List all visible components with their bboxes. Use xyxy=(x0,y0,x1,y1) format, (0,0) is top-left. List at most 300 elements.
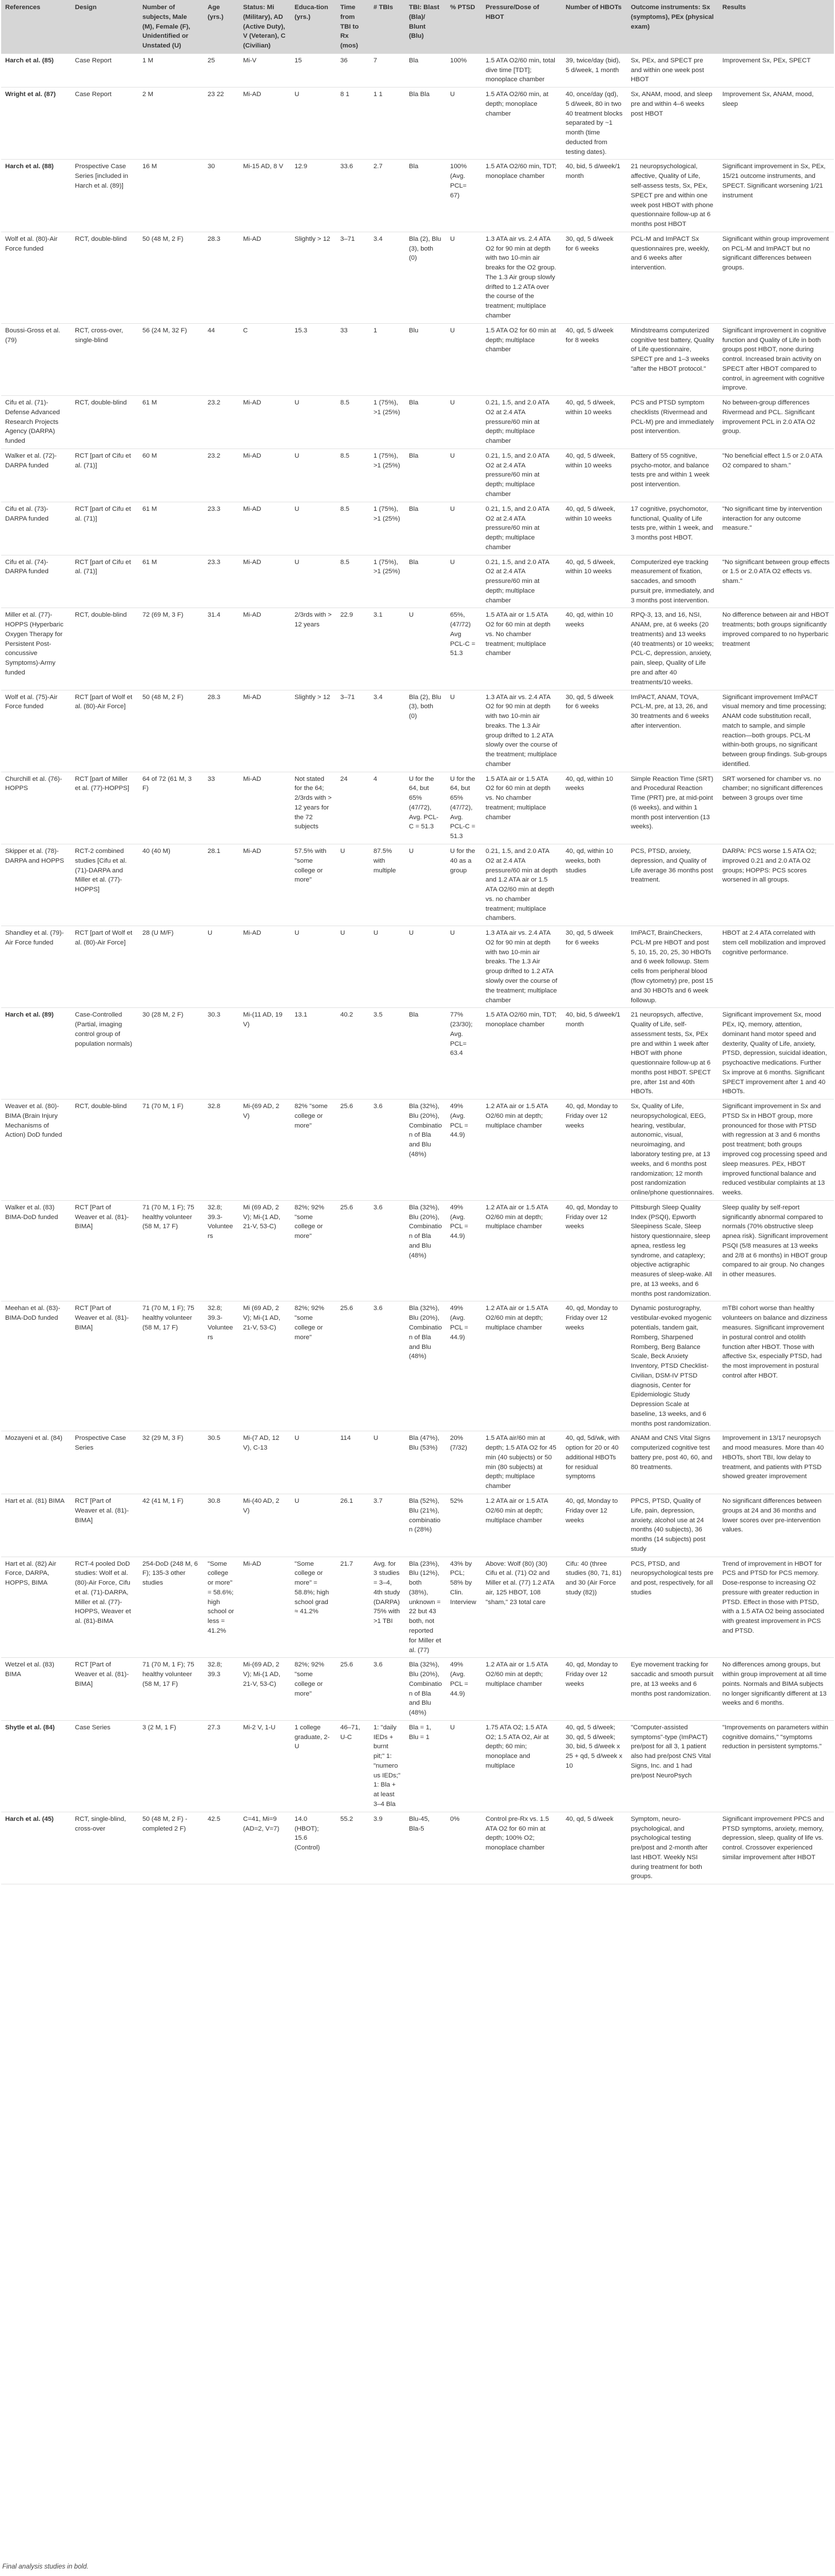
table-cell: 71 (70 M, 1 F); 75 healthy volunteer (58 M, 17 F) xyxy=(138,1301,204,1431)
table-cell: RCT, cross-over, single-blind xyxy=(71,323,138,395)
table-cell: U xyxy=(446,323,482,395)
table-cell: 40, qd, Monday to Friday over 12 weeks xyxy=(562,1200,627,1301)
table-cell: 21 neuropsych, affective, Quality of Life, self-assessment tests, Sx, PEx pre and within 1 week after HBOT with phone questionnaire follow-up at 6 months post HBOT. SPECT pre, after 1st and 40th HBOTs. xyxy=(627,1008,718,1100)
reference-cell: Wolf et al. (80)-Air Force funded xyxy=(1,232,71,323)
table-cell: 30, qd, 5 d/week for 6 weeks xyxy=(562,690,627,772)
table-cell: U xyxy=(336,926,369,1008)
table-row xyxy=(1,772,834,844)
table-cell: Bla (32%), Blu (20%), Combination of Bla and Blu (48%) xyxy=(405,1200,446,1301)
table-cell: 28.3 xyxy=(204,690,239,772)
table-cell: 33 xyxy=(204,772,239,844)
table-cell: PCL-M and ImPACT Sx questionnaires pre, weekly, and 6 weeks after intervention. xyxy=(627,232,718,323)
table-cell: 1.5 ATA O2/60 min, TDT; monoplace chamber xyxy=(482,1008,562,1100)
column-header: Age (yrs.) xyxy=(204,0,239,54)
table-row xyxy=(1,232,834,323)
table-cell: RCT [part of Cifu et al. (71)] xyxy=(71,555,138,608)
table-cell: 254-DoD (248 M, 6 F); 135-3 other studies xyxy=(138,1557,204,1658)
table-cell: 1 xyxy=(369,323,405,395)
table-cell: 32.8; 39.3-Volunteers xyxy=(204,1301,239,1431)
table-cell: U xyxy=(446,88,482,160)
table-cell: 25.6 xyxy=(336,1658,369,1721)
table-cell: Mi-(7 AD, 12 V), C-13 xyxy=(239,1431,291,1494)
table-cell: Sx, ANAM, mood, and sleep pre and within 4–6 weeks post HBOT xyxy=(627,88,718,160)
table-cell: U xyxy=(291,1431,336,1494)
table-cell: Symptom, neuro-psychological, and psychological testing pre/post and 2-month after last HBOT. Weekly NSI during treatment for both groups. xyxy=(627,1812,718,1884)
table-cell: 20% (7/32) xyxy=(446,1431,482,1494)
table-cell: 3.1 xyxy=(369,608,405,690)
table-cell: 24 xyxy=(336,772,369,844)
table-cell: U xyxy=(446,926,482,1008)
table-cell: SRT worsened for chamber vs. no chamber; no significant differences between 3 groups over time xyxy=(718,772,834,844)
reference-cell: Shandley et al. (79)-Air Force funded xyxy=(1,926,71,1008)
table-cell: 25.6 xyxy=(336,1301,369,1431)
table-cell: 49% (Avg. PCL = 44.9) xyxy=(446,1658,482,1721)
column-header: Results xyxy=(718,0,834,54)
table-cell: RCT [Part of Weaver et al. (81)-BIMA] xyxy=(71,1301,138,1431)
table-cell: No significant differences between groups at 24 and 36 months and lower scores over pre-intervention values. xyxy=(718,1494,834,1557)
table-cell: Significant improvement in Sx and PTSD Sx in HBOT group, more pronounced for those with PTSD with regression at 3 and 6 months post treatment; both groups improved cog processing speed and sleep measures. PEx, HBOT improved functional balance and reduced vestibular complaints at 13 weeks. xyxy=(718,1100,834,1201)
table-cell: 3.5 xyxy=(369,1008,405,1100)
table-cell: 1.3 ATA air vs. 2.4 ATA O2 for 90 min at depth with two 10-min air breaks. The 1.3 Air group drifted to 1.2 ATA slowly over the course of the treatment; multiplace chamber xyxy=(482,926,562,1008)
reference-cell: Weaver et al. (80)-BIMA (Brain Injury Mechanisms of Action) DoD funded xyxy=(1,1100,71,1201)
table-cell: 40, once/day (qd), 5 d/week, 80 in two 40 treatment blocks separated by ~1 month (time deducted from testing dates). xyxy=(562,88,627,160)
table-cell: U xyxy=(446,1720,482,1812)
table-cell: 40, qd, 5 d/week xyxy=(562,1812,627,1884)
reference-cell: Skipper et al. (78)-DARPA and HOPPS xyxy=(1,844,71,926)
table-cell: 3.9 xyxy=(369,1812,405,1884)
table-cell: 3.4 xyxy=(369,232,405,323)
reference-cell: Hart et al. (82) Air Force, DARPA, HOPPS, BIMA xyxy=(1,1557,71,1658)
table-cell: RCT [Part of Weaver et al. (81)-BIMA] xyxy=(71,1658,138,1721)
table-cell: No between-group differences Rivermead and PCL. Significant improvement PCL in 2.0 ATA O2 group. xyxy=(718,396,834,449)
table-cell: 82%; 92% "some college or more" xyxy=(291,1200,336,1301)
table-cell: 40, qd, 5d/wk, with option for 20 or 40 additional HBOTs for residual symptoms xyxy=(562,1431,627,1494)
table-cell: 1.75 ATA O2; 1.5 ATA O2; 1.5 ATA O2, Air at depth; 60 min; monoplace and multiplace xyxy=(482,1720,562,1812)
column-header: Educa-tion (yrs.) xyxy=(291,0,336,54)
table-cell: 1 1 xyxy=(369,88,405,160)
table-cell: 40, qd, within 10 weeks, both studies xyxy=(562,844,627,926)
table-row xyxy=(1,1658,834,1721)
table-cell: 8.5 xyxy=(336,555,369,608)
table-body xyxy=(1,54,834,1884)
reference-cell: Shytle et al. (84) xyxy=(1,1720,71,1812)
table-cell: 40, qd, within 10 weeks xyxy=(562,608,627,690)
table-cell: Slightly > 12 xyxy=(291,690,336,772)
table-row xyxy=(1,323,834,395)
table-cell: 1.5 ATA air or 1.5 ATA O2 for 60 min at depth vs. No chamber treatment; multiplace chamber xyxy=(482,608,562,690)
table-cell: Mi-AD xyxy=(239,844,291,926)
table-cell: 0.21, 1.5, and 2.0 ATA O2 at 2.4 ATA pressure/60 min at depth; multiplace chamber xyxy=(482,396,562,449)
table-cell: RCT, double-blind xyxy=(71,232,138,323)
table-cell: "Some college or more" = 58.8%; high school grad ≈ 41.2% xyxy=(291,1557,336,1658)
table-cell: 82%; 92% "some college or more" xyxy=(291,1301,336,1431)
table-cell: Significant improvement in Sx, PEx, 15/21 outcome instruments, and SPECT. Significant worsening 1/21 instrument xyxy=(718,160,834,232)
table-cell: 65%, (47/72) Avg PCL-C = 51.3 xyxy=(446,608,482,690)
table-cell: 33 xyxy=(336,323,369,395)
table-cell: Significant improvement ImPACT visual memory and time processing; ANAM code substitution recall, match to sample, and simple reaction—both groups. PCL-M within-both groups, no significant between group findings. Sub-groups identified. xyxy=(718,690,834,772)
table-cell: 3.6 xyxy=(369,1658,405,1721)
table-row xyxy=(1,1812,834,1884)
table-cell: 15 xyxy=(291,54,336,88)
table-cell: Mindstreams computerized cognitive test battery, Quality of Life questionnaire, SPECT pre and 1–3 weeks "after the HBOT protocol." xyxy=(627,323,718,395)
table-cell: Mi-15 AD, 8 V xyxy=(239,160,291,232)
table-row xyxy=(1,926,834,1008)
table-cell: 61 M xyxy=(138,502,204,555)
table-cell: 40, bid, 5 d/week/1 month xyxy=(562,160,627,232)
table-cell: 52% xyxy=(446,1494,482,1557)
table-cell: 32 (29 M, 3 F) xyxy=(138,1431,204,1494)
table-row xyxy=(1,690,834,772)
table-cell: U for the 64, but 65% (47/72), Avg. PCL-C = 51.3 xyxy=(405,772,446,844)
table-cell: 1.5 ATA O2/60 min, at depth; monoplace chamber xyxy=(482,88,562,160)
reference-cell: Wetzel et al. (83) BIMA xyxy=(1,1658,71,1721)
table-cell: 82%; 92% "some college or more" xyxy=(291,1658,336,1721)
table-cell: 23.3 xyxy=(204,502,239,555)
table-cell: Case Series xyxy=(71,1720,138,1812)
table-cell: 40, qd, 5 d/week, within 10 weeks xyxy=(562,502,627,555)
table-cell: ImPACT, ANAM, TOVA, PCL-M, pre, at 13, 26, and 30 treatments and 6 weeks after intervention. xyxy=(627,690,718,772)
table-cell: 32.8; 39.3 xyxy=(204,1658,239,1721)
table-cell: 49% (Avg. PCL = 44.9) xyxy=(446,1200,482,1301)
column-header: Design xyxy=(71,0,138,54)
table-cell: U xyxy=(291,1494,336,1557)
table-cell: Sleep quality by self-report significantly abnormal compared to normals (70% obstructive sleep apnea risk). Significant improvement PSQI (5/8 measures at 13 weeks and 2/8 at 6 months) in HBOT group compared to air group. No changes in other measures. xyxy=(718,1200,834,1301)
table-cell: 23.3 xyxy=(204,555,239,608)
table-cell: Slightly > 12 xyxy=(291,232,336,323)
table-cell: 16 M xyxy=(138,160,204,232)
table-cell: 28.3 xyxy=(204,232,239,323)
table-row xyxy=(1,502,834,555)
table-cell: Bla (2), Blu (3), both (0) xyxy=(405,690,446,772)
table-cell: Bla (47%), Blu (53%) xyxy=(405,1431,446,1494)
table-cell: U for the 40 as a group xyxy=(446,844,482,926)
table-cell: Bla (32%), Blu (20%), Combination of Bla and Blu (48%) xyxy=(405,1301,446,1431)
reference-cell: Hart et al. (81) BIMA xyxy=(1,1494,71,1557)
table-cell: 50 (48 M, 2 F) xyxy=(138,690,204,772)
reference-cell: Walker et al. (72)-DARPA funded xyxy=(1,448,71,502)
reference-cell: Meehan et al. (83)-BIMA-DoD funded xyxy=(1,1301,71,1431)
table-cell: 30 xyxy=(204,160,239,232)
table-cell: 23.2 xyxy=(204,448,239,502)
table-cell: Mi-AD xyxy=(239,448,291,502)
reference-cell: Cifu et al. (74)-DARPA funded xyxy=(1,555,71,608)
table-cell: U xyxy=(446,502,482,555)
table-cell: 25.6 xyxy=(336,1200,369,1301)
table-cell: 2 M xyxy=(138,88,204,160)
table-cell: 8.5 xyxy=(336,502,369,555)
table-cell: 8 1 xyxy=(336,88,369,160)
table-cell: 31.4 xyxy=(204,608,239,690)
table-cell: 82% "some college or more" xyxy=(291,1100,336,1201)
table-cell: 1.5 ATA O2 for 60 min at depth; multiplace chamber xyxy=(482,323,562,395)
table-cell: RCT, double-blind xyxy=(71,396,138,449)
table-cell: Bla (32%), Blu (20%), Combination of Bla and Blu (48%) xyxy=(405,1100,446,1201)
table-cell: Control pre-Rx vs. 1.5 ATA O2 for 60 min at depth; 100% O2; monoplace chamber xyxy=(482,1812,562,1884)
table-cell: Bla (52%), Blu (21%), combination (28%) xyxy=(405,1494,446,1557)
reference-cell: Churchill et al. (76)-HOPPS xyxy=(1,772,71,844)
table-cell: 56 (24 M, 32 F) xyxy=(138,323,204,395)
table-row xyxy=(1,448,834,502)
reference-cell: Wolf et al. (75)-Air Force funded xyxy=(1,690,71,772)
table-cell: 40, qd, Monday to Friday over 12 weeks xyxy=(562,1301,627,1431)
table-cell: 1.5 ATA O2/60 min, TDT; monoplace chamber xyxy=(482,160,562,232)
table-cell: 15.3 xyxy=(291,323,336,395)
table-cell: 60 M xyxy=(138,448,204,502)
table-cell: 40 (40 M) xyxy=(138,844,204,926)
table-cell: RCT [part of Cifu et al. (71)] xyxy=(71,502,138,555)
table-cell: RCT, double-blind xyxy=(71,608,138,690)
table-cell: 22.9 xyxy=(336,608,369,690)
table-row xyxy=(1,396,834,449)
table-cell: 2.7 xyxy=(369,160,405,232)
table-cell: 46–71, U-C xyxy=(336,1720,369,1812)
table-cell: 17 cognitive, psychomotor, functional, Quality of Life tests pre, within 1 week, and 3 months post HBOT. xyxy=(627,502,718,555)
table-header-row xyxy=(1,0,834,54)
table-cell: PCS and PTSD symptom checklists (Rivermead and PCL-M) pre and immediately post intervention. xyxy=(627,396,718,449)
table-cell: 1.5 ATA air/60 min at depth; 1.5 ATA O2 for 45 min (40 subjects) or 50 min (80 subjects) at depth; multiplace chamber xyxy=(482,1431,562,1494)
table-cell: 3.7 xyxy=(369,1494,405,1557)
table-cell: U xyxy=(291,88,336,160)
table-cell: U xyxy=(446,555,482,608)
table-cell: 87.5% with multiple xyxy=(369,844,405,926)
table-cell: "Some college or more" = 58.6%; high school or less = 41.2% xyxy=(204,1557,239,1658)
table-cell: 8.5 xyxy=(336,396,369,449)
table-cell: 30, qd, 5 d/week for 6 weeks xyxy=(562,926,627,1008)
table-cell: "Improvements on parameters within cognitive domains," "symptoms reduction in persistent symptoms." xyxy=(718,1720,834,1812)
table-cell: Mi-AD xyxy=(239,555,291,608)
table-cell: RCT [Part of Weaver et al. (81)-BIMA] xyxy=(71,1200,138,1301)
table-cell: Mi-AD xyxy=(239,396,291,449)
table-cell: U xyxy=(446,232,482,323)
table-cell: U xyxy=(291,502,336,555)
table-cell: 40, bid, 5 d/week/1 month xyxy=(562,1008,627,1100)
table-cell: RCT [part of Cifu et al. (71)] xyxy=(71,448,138,502)
table-cell: U xyxy=(369,1431,405,1494)
table-cell: "No significant time by intervention interaction for any outcome measure." xyxy=(718,502,834,555)
table-cell: Mi (69 AD, 2 V); Mi-(1 AD, 21-V, 53-C) xyxy=(239,1200,291,1301)
table-cell: 27.3 xyxy=(204,1720,239,1812)
table-cell: U xyxy=(291,555,336,608)
reference-cell: Boussi-Gross et al. (79) xyxy=(1,323,71,395)
table-cell: U for the 64, but 65% (47/72), Avg. PCL-C = 51.3 xyxy=(446,772,482,844)
column-header: Time from TBI to Rx (mos) xyxy=(336,0,369,54)
table-cell: Simple Reaction Time (SRT) and Procedural Reaction Time (PRT) pre, at mid-point (6 weeks), and within 1 month post intervention (13 weeks). xyxy=(627,772,718,844)
table-cell: Mi-AD xyxy=(239,88,291,160)
table-cell: 1 M xyxy=(138,54,204,88)
reference-cell: Harch et al. (45) xyxy=(1,1812,71,1884)
table-cell: Bla = 1, Blu = 1 xyxy=(405,1720,446,1812)
reference-cell: Cifu et al. (73)-DARPA funded xyxy=(1,502,71,555)
table-cell: 28.1 xyxy=(204,844,239,926)
table-cell: 1 (75%), >1 (25%) xyxy=(369,555,405,608)
table-cell: 7 xyxy=(369,54,405,88)
table-cell: 8.5 xyxy=(336,448,369,502)
table-cell: PCS, PTSD, anxiety, depression, and Quality of Life average 36 months post treatment. xyxy=(627,844,718,926)
table-cell: 3–71 xyxy=(336,232,369,323)
table-cell: 100% xyxy=(446,54,482,88)
table-row xyxy=(1,1200,834,1301)
table-cell: RCT, double-blind xyxy=(71,1100,138,1201)
table-cell: 32.8 xyxy=(204,1100,239,1201)
table-cell: 3–71 xyxy=(336,690,369,772)
table-cell: 1.2 ATA air or 1.5 ATA O2/60 min at depth; multiplace chamber xyxy=(482,1301,562,1431)
table-cell: 1.2 ATA air or 1.5 ATA O2/60 min at depth; multiplace chamber xyxy=(482,1100,562,1201)
table-cell: RPQ-3, 13, and 16, NSI, ANAM, pre, at 6 weeks (20 treatments) and 13 weeks (40 treatments) or 10 weeks; PCL-C, depression, anxiety, pain, sleep, Quality of Life pre and after 40 treatments/10 weeks. xyxy=(627,608,718,690)
table-cell: RCT [part of Miller et al. (77)-HOPPS] xyxy=(71,772,138,844)
table-cell: Significant improvement in cognitive function and Quality of Life in both groups post HBOT, none during control. Increased brain activity on SPECT after HBOT compared to control, in agreement with cognitive improve. xyxy=(718,323,834,395)
reference-cell: Harch et al. (89) xyxy=(1,1008,71,1100)
table-cell: Mi-(11 AD, 19 V) xyxy=(239,1008,291,1100)
table-cell: 40, qd, 5 d/week, within 10 weeks xyxy=(562,555,627,608)
table-cell: Case Report xyxy=(71,54,138,88)
table-cell: U xyxy=(336,844,369,926)
table-row xyxy=(1,555,834,608)
table-cell: Bla xyxy=(405,502,446,555)
table-cell: "Computer-assisted symptoms"-type (ImPACT) pre/post for all 3, 1 patient also had pre/post CNS Vital Signs, Inc. and 1 had pre/post NeuroPsych xyxy=(627,1720,718,1812)
table-row xyxy=(1,1301,834,1431)
table-cell: Bla xyxy=(405,448,446,502)
table-cell: Improvement Sx, PEx, SPECT xyxy=(718,54,834,88)
table-cell: Trend of improvement in HBOT for PCS and PTSD for PCS memory. Dose-response to increasing O2 pressure with greater reduction in PTSD. Effect in those with PTSD, with a 1.5 ATA O2 being associated with greatest improvement in PCS and PTSD. xyxy=(718,1557,834,1658)
table-cell: 30, qd, 5 d/week for 6 weeks xyxy=(562,232,627,323)
table-row xyxy=(1,608,834,690)
table-cell: 1.3 ATA air vs. 2.4 ATA O2 for 90 min at depth with two 10-min air breaks for the O2 group. The 1.3 Air group slowly drifted to 1.2 ATA over the course of the treatment; multiplace chamber xyxy=(482,232,562,323)
table-cell: 61 M xyxy=(138,555,204,608)
reference-cell: Harch et al. (88) xyxy=(1,160,71,232)
table-cell: 3.6 xyxy=(369,1301,405,1431)
table-cell: 71 (70 M, 1 F) xyxy=(138,1100,204,1201)
table-cell: 1.2 ATA air or 1.5 ATA O2/60 min at depth; multiplace chamber xyxy=(482,1658,562,1721)
table-cell: 49% (Avg. PCL = 44.9) xyxy=(446,1301,482,1431)
table-cell: PCS, PTSD, and neuropsychological tests pre and post, respectively, for all studies xyxy=(627,1557,718,1658)
table-cell: ImPACT, BrainCheckers, PCL-M pre HBOT and post 5, 10, 15, 20, 25, 30 HBOTs and 6 week followup. Stem cells from peripheral blood (flow cytometry) pre, post 15 and 30 HBOTs and 6 week followup. xyxy=(627,926,718,1008)
table-cell: Bla xyxy=(405,396,446,449)
column-header: Number of HBOTs xyxy=(562,0,627,54)
table-row xyxy=(1,1494,834,1557)
table-cell: 39, twice/day (bid), 5 d/week, 1 month xyxy=(562,54,627,88)
table-cell: 40, qd, Monday to Friday over 12 weeks xyxy=(562,1100,627,1201)
table-cell: Mi-AD xyxy=(239,232,291,323)
table-cell: 30.3 xyxy=(204,1008,239,1100)
table-cell: Prospective Case Series xyxy=(71,1431,138,1494)
table-cell: U xyxy=(291,926,336,1008)
table-cell: Significant improvement Sx, mood PEx, IQ, memory, attention, dominant hand motor speed and dexterity, Quality of Life, anxiety, PTSD, depression, suicidal ideation, psychoactive medications. Further Sx improve at 6 months. Significant SPECT improvement after 1 and 40 HBOTs. xyxy=(718,1008,834,1100)
table-cell: 25.6 xyxy=(336,1100,369,1201)
table-cell: 71 (70 M, 1 F); 75 healthy volunteer (58 M, 17 F) xyxy=(138,1200,204,1301)
table-row xyxy=(1,844,834,926)
table-cell: Mi-AD xyxy=(239,926,291,1008)
column-header: Status: Mi (Military), AD (Active Duty), V (Veteran), C (Civilian) xyxy=(239,0,291,54)
table-row xyxy=(1,1557,834,1658)
table-cell: U xyxy=(405,926,446,1008)
table-cell: RCT [Part of Weaver et al. (81)-BIMA] xyxy=(71,1494,138,1557)
table-cell: 1.5 ATA O2/60 min, total dive time [TDT]; monoplace chamber xyxy=(482,54,562,88)
table-cell: 40, qd, Monday to Friday over 12 weeks xyxy=(562,1494,627,1557)
table-cell: 1.3 ATA air vs. 2.4 ATA O2 for 90 min at depth with two 10-min air breaks. The 1.3 Air group drifted to 1.2 ATA slowly over the course of the treatment; multiplace chamber xyxy=(482,690,562,772)
table-cell: Mi (69 AD, 2 V); Mi-(1 AD, 21-V, 53-C) xyxy=(239,1301,291,1431)
table-cell: RCT [part of Wolf et al. (80)-Air Force] xyxy=(71,690,138,772)
table-cell: 61 M xyxy=(138,396,204,449)
table-cell: Dynamic posturography, vestibular-evoked myogenic potentials, tandem gait, Romberg, Sharpened Romberg, Berg Balance Scale, Beck Anxiety Inventory, PTSD Checklist-Civilian, DSM-IV PTSD diagnosis, Center for Epidemiologic Study Depression Scale at baseline, 13 weeks, and 6 months post randomization. xyxy=(627,1301,718,1431)
table-cell: ANAM and CNS Vital Signs computerized cognitive test battery pre, post 40, 60, and 80 treatments. xyxy=(627,1431,718,1494)
table-cell: 21 neuropsychological, affective, Quality of Life, self-assess tests, Sx, PEx, SPECT pre and within one week post HBOT with phone questionnaire follow-up at 6 months post HBOT xyxy=(627,160,718,232)
table-cell: HBOT at 2.4 ATA correlated with stem cell mobilization and improved cognitive performance. xyxy=(718,926,834,1008)
table-cell: U xyxy=(446,448,482,502)
table-cell: Bla xyxy=(405,1008,446,1100)
table-cell: 40, qd, Monday to Friday over 12 weeks xyxy=(562,1658,627,1721)
column-header: Outcome instruments: Sx (symptoms), PEx (physical exam) xyxy=(627,0,718,54)
table-cell: Mi-(69 AD, 2 V); Mi-(1 AD, 21-V, 53-C) xyxy=(239,1658,291,1721)
table-cell: 57.5% with "some college or more" xyxy=(291,844,336,926)
table-cell: Sx, PEx, and SPECT pre and within one week post HBOT xyxy=(627,54,718,88)
table-cell: 3.6 xyxy=(369,1100,405,1201)
column-header: TBI: Blast (Bla)/ Blunt (Blu) xyxy=(405,0,446,54)
table-cell: 25 xyxy=(204,54,239,88)
table-cell: mTBI cohort worse than healthy volunteers on balance and dizziness measures. Significant improvement in postural control and otolith function after HBOT. Those with affective Sx, especially PTSD, had the most improvement in postural control after HBOT. xyxy=(718,1301,834,1431)
table-cell: Bla xyxy=(405,160,446,232)
column-header: Number of subjects, Male (M), Female (F), Unidentified or Unstated (U) xyxy=(138,0,204,54)
table-cell: U xyxy=(405,844,446,926)
table-cell: "No significant between group effects or 1.5 or 2.0 ATA O2 effects vs. sham." xyxy=(718,555,834,608)
table-cell: No differences among groups, but within group improvement at all time points. Normals and BIMA subjects no longer significantly different at 13 weeks and 6 months. xyxy=(718,1658,834,1721)
table-cell: 1 (75%), >1 (25%) xyxy=(369,502,405,555)
table-cell: U xyxy=(405,608,446,690)
table-cell: Mi-2 V, 1-U xyxy=(239,1720,291,1812)
table-cell: 14.0 (HBOT); 15.6 (Control) xyxy=(291,1812,336,1884)
column-header: References xyxy=(1,0,71,54)
table-cell: Avg. for 3 studies = 3–4, 4th study (DARPA) 75% with >1 TBI xyxy=(369,1557,405,1658)
table-cell: 0.21, 1.5, and 2.0 ATA O2 at 2.4 ATA pressure/60 min at depth and 1.2 ATA air or 1.5 ATA O2/60 min at depth vs. no chamber treatment; multiplace chambers. xyxy=(482,844,562,926)
table-cell: 40, qd, 5 d/week; 30, qd, 5 d/week; 30, bid, 5 d/week x 25 + qd, 5 d/week x 10 xyxy=(562,1720,627,1812)
table-cell: 44 xyxy=(204,323,239,395)
table-cell: Mi-AD xyxy=(239,502,291,555)
reference-cell: Walker et al. (83) BIMA-DoD funded xyxy=(1,1200,71,1301)
table-cell: 55.2 xyxy=(336,1812,369,1884)
table-cell: "No beneficial effect 1.5 or 2.0 ATA O2 compared to sham." xyxy=(718,448,834,502)
table-cell: 36 xyxy=(336,54,369,88)
table-cell: U xyxy=(446,690,482,772)
table-cell: 13.1 xyxy=(291,1008,336,1100)
table-cell: Bla Bla xyxy=(405,88,446,160)
table-cell: U xyxy=(369,926,405,1008)
table-cell: 1.5 ATA air or 1.5 ATA O2 for 60 min at depth vs. No chamber treatment; multiplace chamber xyxy=(482,772,562,844)
table-row xyxy=(1,88,834,160)
table-cell: 28 (U M/F) xyxy=(138,926,204,1008)
table-cell: 3.4 xyxy=(369,690,405,772)
table-cell: Battery of 55 cognitive, psycho-motor, and balance tests pre and within 1 week post intervention. xyxy=(627,448,718,502)
table-cell: DARPA: PCS worse 1.5 ATA O2; improved 0.21 and 2.0 ATA O2 groups; HOPPS: PCS scores worsened in all groups. xyxy=(718,844,834,926)
table-row xyxy=(1,160,834,232)
table-cell: 3.6 xyxy=(369,1200,405,1301)
table-cell: Prospective Case Series [included in Harch et al. (89)] xyxy=(71,160,138,232)
table-cell: 33.6 xyxy=(336,160,369,232)
table-cell: 49% (Avg. PCL = 44.9) xyxy=(446,1100,482,1201)
reference-cell: Miller et al. (77)-HOPPS (Hyperbaric Oxygen Therapy for Persistent Post-concussive Symptoms)-Army funded xyxy=(1,608,71,690)
table-cell: 72 (69 M, 3 F) xyxy=(138,608,204,690)
table-cell: U xyxy=(204,926,239,1008)
table-cell: 1 (75%), >1 (25%) xyxy=(369,448,405,502)
table-cell: Computerized eye tracking measurement of fixation, saccades, and smooth pursuit pre, immediately, and 3 months post intervention. xyxy=(627,555,718,608)
table-cell: Mi-V xyxy=(239,54,291,88)
table-cell: U xyxy=(291,396,336,449)
table-cell: Eye movement tracking for saccadic and smooth pursuit pre, at 13 weeks and 6 months post randomization. xyxy=(627,1658,718,1721)
table-footnote: Final analysis studies in bold. xyxy=(2,2563,89,2570)
table-cell: RCT-2 combined studies [Cifu et al. (71)-DARPA and Miller et al. (77)-HOPPS] xyxy=(71,844,138,926)
table-cell: Mi-(40 AD, 2 V) xyxy=(239,1494,291,1557)
table-cell: 50 (48 M, 2 F) xyxy=(138,232,204,323)
table-cell: PPCS, PTSD, Quality of Life, pain, depression, anxiety, alcohol use at 24 months (40 subjects), 36 months (14 subjects) post study xyxy=(627,1494,718,1557)
table-cell: Mi-AD xyxy=(239,690,291,772)
